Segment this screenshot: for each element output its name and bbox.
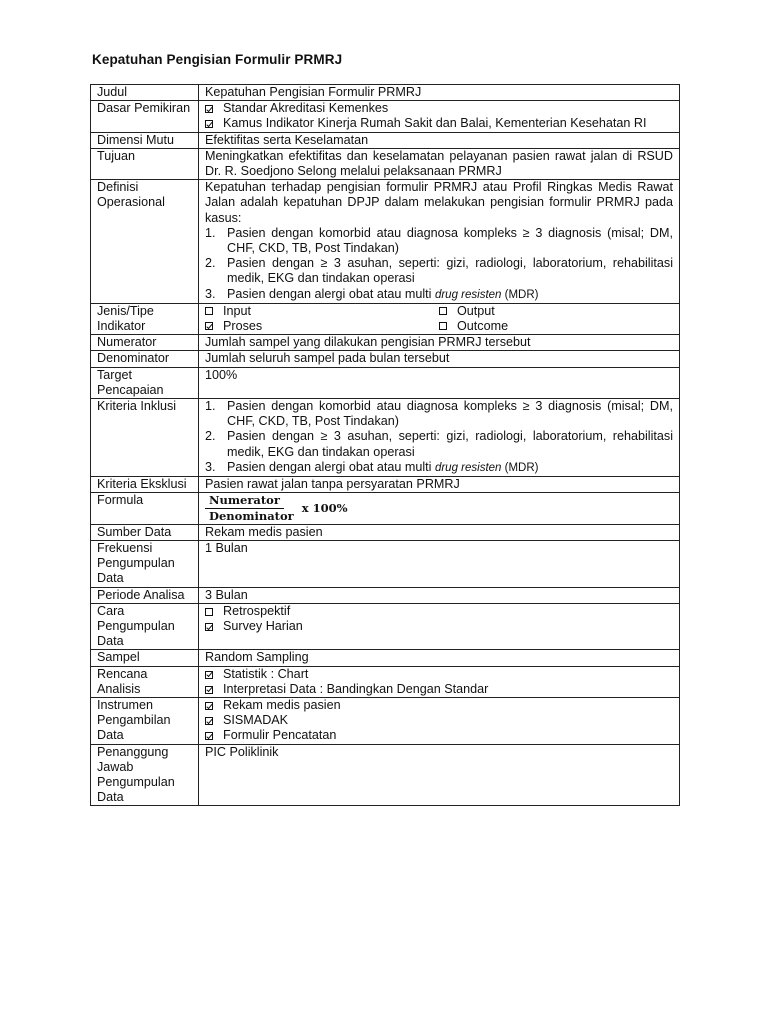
value-definisi-operasional [199,180,680,304]
value-sumber-data: Rekam medis pasien [199,524,680,540]
list-item-text: Pasien dengan komorbid atau diagnosa kompleks ≥ 3 diagnosis (misal; DM, CHF, CKD, TB, Post Tindakan) [227,225,673,256]
checkbox-checked-icon [205,717,213,725]
row-periode-analisa [91,587,680,603]
label-kriteria-inklusi: Kriteria Inklusi [91,399,199,477]
formula-numerator: Numerator [205,494,284,509]
document-title: Kepatuhan Pengisian Formulir PRMRJ [92,52,343,67]
formula-denominator: Denominator [209,509,294,524]
list-item-italic: drug resisten [434,461,502,474]
label-dimensi-mutu: Dimensi Mutu [91,132,199,148]
jenis-option-text: Input [223,303,252,318]
checkbox-checked-icon [205,322,213,330]
label-denominator: Denominator [91,351,199,367]
value-kriteria-inklusi [199,399,680,477]
row-sampel [91,650,680,666]
inklusi-list [205,399,673,476]
jenis-option-text: Outcome [457,319,509,334]
definisi-intro: Kepatuhan terhadap pengisian formulir PRMRJ atau Profil Ringkas Medis Rawat Jalan adalah kepatuhan DPJP dalam melakukan pengisian formulir PRMRJ pada kasus: [205,180,673,225]
label-kriteria-eksklusi: Kriteria Eksklusi [91,477,199,493]
value-cara-pengumpulan [199,603,680,650]
definisi-list [205,226,673,303]
dasar-item-text: Standar Akreditasi Kemenkes [223,101,389,116]
row-judul [91,85,680,101]
row-dasar-pemikiran [91,101,680,132]
row-tujuan [91,148,680,179]
checkbox-empty-icon [205,307,213,315]
label-tujuan: Tujuan [91,148,199,179]
row-frekuensi [91,540,680,587]
jenis-option [205,319,439,334]
label-penanggung-jawab: Penanggung Jawab Pengumpulan Data [91,744,199,806]
label-periode-analisa: Periode Analisa [91,587,199,603]
jenis-option [205,304,439,319]
jenis-option-text: Output [457,303,495,318]
cara-item-text: Survey Harian [223,619,303,633]
rencana-item [205,682,673,697]
label-judul: Judul [91,85,199,101]
list-item-text: Pasien dengan ≥ 3 asuhan, seperti: gizi, radiologi, laboratorium, rehabilitasi medik, EKG dan tindakan operasi [227,256,673,286]
value-formula [199,493,680,525]
value-sampel: Random Sampling [199,650,680,666]
value-instrumen [199,698,680,745]
instrumen-item-text: Rekam medis pasien [223,698,341,713]
label-definisi-operasional: Definisi Operasional [91,180,199,304]
checkbox-empty-icon [439,322,447,330]
dasar-item [205,116,673,131]
list-item-text: Pasien dengan ≥ 3 asuhan, seperti: gizi, radiologi, laboratorium, rehabilitasi medik, EKG dan tindakan operasi [227,429,673,459]
cara-item-text: Retrospektif [223,603,291,618]
row-instrumen [91,698,680,745]
row-penanggung-jawab [91,744,680,806]
row-definisi-operasional [91,180,680,304]
row-numerator [91,335,680,351]
list-item-suffix: (MDR) [501,288,539,301]
checkbox-checked-icon [205,105,213,113]
instrumen-item [205,713,673,728]
list-item-text: Pasien dengan komorbid atau diagnosa kompleks ≥ 3 diagnosis (misal; DM, CHF, CKD, TB, Post Tindakan) [227,399,673,429]
dasar-item-text: Kamus Indikator Kinerja Rumah Sakit dan Balai, Kementerian Kesehatan RI [223,116,647,131]
cara-item [205,604,673,619]
value-periode-analisa: 3 Bulan [199,587,680,603]
checkbox-checked-icon [205,686,213,694]
row-cara-pengumpulan [91,603,680,650]
value-judul: Kepatuhan Pengisian Formulir PRMRJ [199,85,680,101]
value-penanggung-jawab: PIC Poliklinik [199,744,680,806]
row-sumber-data [91,524,680,540]
instrumen-item [205,728,673,743]
list-item: 3. Pasien dengan alergi obat atau multi drug resisten (MDR) [205,286,539,301]
instrumen-item-text: SISMADAK [223,713,289,728]
row-dimensi-mutu [91,132,680,148]
checkbox-empty-icon [439,307,447,315]
value-tujuan: Meningkatkan efektifitas dan keselamatan pelayanan pasien rawat jalan di RSUD Dr. R. Soedjono Selong melalui pelaksanaan PRMRJ [199,148,680,179]
rencana-item-text: Statistik : Chart [223,666,309,681]
list-item: 2. Pasien dengan ≥ 3 asuhan, seperti: gizi, radiologi, laboratorium, rehabilitasi medik, EKG dan tindakan operasi [205,429,673,459]
formula-expression [205,494,348,524]
instrumen-item-text: Formulir Pencatatan [223,728,337,743]
list-item-text: Pasien dengan alergi obat atau multi [227,286,435,301]
indicator-profile-table [90,84,680,806]
cara-item [205,619,673,634]
value-dimensi-mutu: Efektifitas serta Keselamatan [199,132,680,148]
row-jenis-indikator [91,303,680,334]
list-item: 1. Pasien dengan komorbid atau diagnosa kompleks ≥ 3 diagnosis (misal; DM, CHF, CKD, TB, Post Tindakan) [205,225,673,256]
checkbox-checked-icon [205,732,213,740]
value-kriteria-eksklusi: Pasien rawat jalan tanpa persyaratan PRMRJ [199,477,680,493]
checkbox-empty-icon [205,608,213,616]
list-item-text: Pasien dengan alergi obat atau multi [227,459,435,474]
value-numerator: Jumlah sampel yang dilakukan pengisian PRMRJ tersebut [199,335,680,351]
row-kriteria-inklusi [91,399,680,477]
label-sumber-data: Sumber Data [91,524,199,540]
checkbox-checked-icon [205,671,213,679]
label-numerator: Numerator [91,335,199,351]
formula-multiplier: x 100% [301,501,348,516]
list-item-suffix: (MDR) [501,461,539,474]
row-rencana-analisis [91,666,680,697]
row-kriteria-eksklusi [91,477,680,493]
value-jenis-indikator [199,303,680,334]
instrumen-item [205,698,673,713]
label-sampel: Sampel [91,650,199,666]
dasar-item [205,101,673,116]
label-cara-pengumpulan: Cara Pengumpulan Data [91,603,199,650]
rencana-item [205,667,673,682]
value-rencana-analisis [199,666,680,697]
jenis-option [439,304,673,319]
row-formula [91,493,680,525]
jenis-option [439,319,673,334]
label-jenis-indikator: Jenis/Tipe Indikator [91,303,199,334]
checkbox-checked-icon [205,623,213,631]
label-frekuensi: Frekuensi Pengumpulan Data [91,540,199,587]
label-rencana-analisis: Rencana Analisis [91,666,199,697]
row-denominator [91,351,680,367]
value-dasar-pemikiran [199,101,680,132]
list-item-italic: drug resisten [434,288,502,301]
list-item: 2. Pasien dengan ≥ 3 asuhan, seperti: gizi, radiologi, laboratorium, rehabilitasi medik, EKG dan tindakan operasi [205,256,673,286]
jenis-option-text: Proses [223,319,263,334]
label-instrumen: Instrumen Pengambilan Data [91,698,199,745]
label-dasar-pemikiran: Dasar Pemikiran [91,101,199,132]
list-item: 1. Pasien dengan komorbid atau diagnosa kompleks ≥ 3 diagnosis (misal; DM, CHF, CKD, TB, Post Tindakan) [205,399,673,429]
checkbox-checked-icon [205,120,213,128]
label-formula: Formula [91,493,199,525]
row-target [91,367,680,398]
value-frekuensi: 1 Bulan [199,540,680,587]
value-target: 100% [199,367,680,398]
label-target: Target Pencapaian [91,367,199,398]
list-item: 3. Pasien dengan alergi obat atau multi drug resisten (MDR) [205,459,539,474]
checkbox-checked-icon [205,702,213,710]
value-denominator: Jumlah seluruh sampel pada bulan tersebut [199,351,680,367]
rencana-item-text: Interpretasi Data : Bandingkan Dengan Standar [223,681,489,696]
